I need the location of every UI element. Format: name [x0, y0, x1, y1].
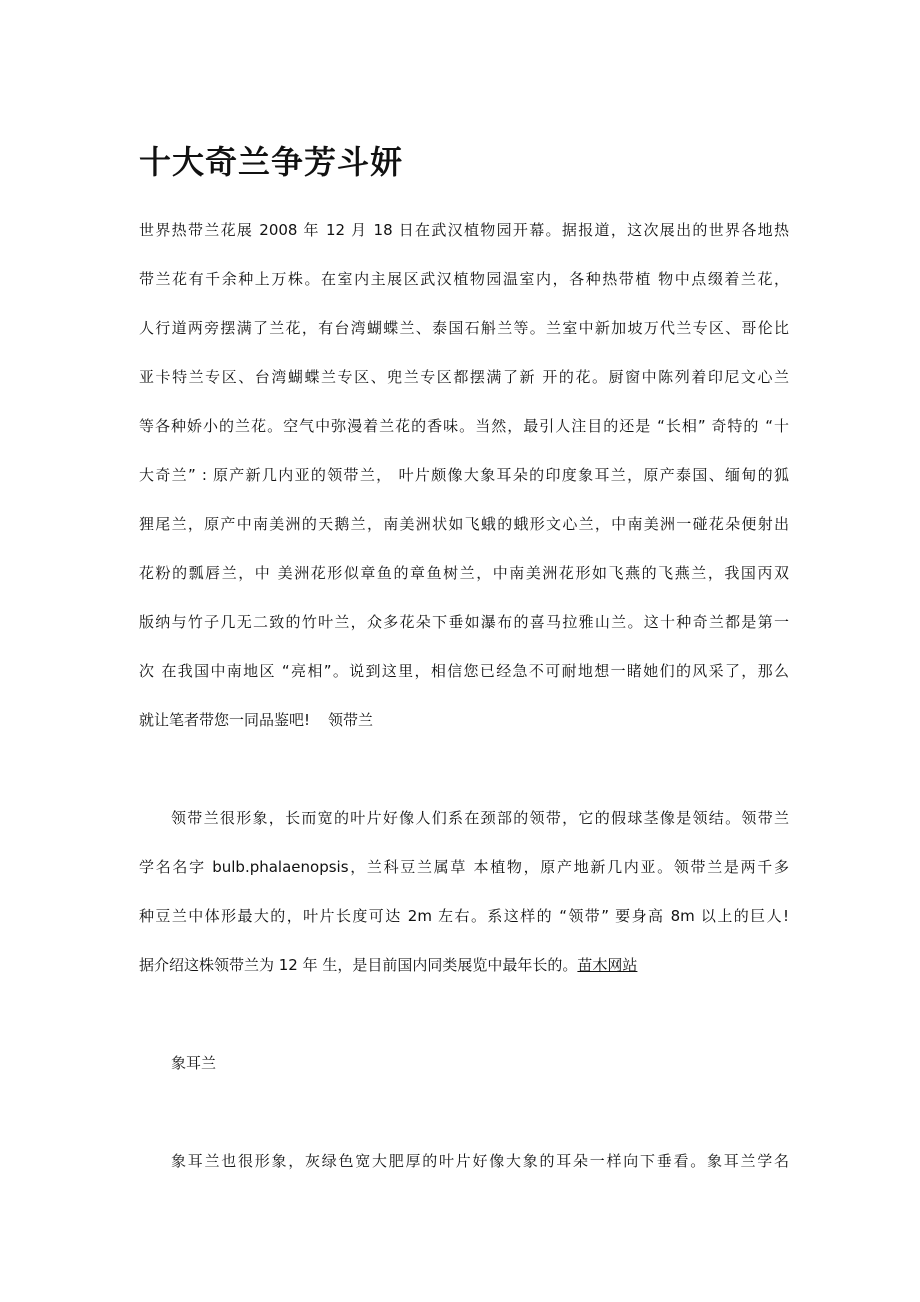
page-title: 十大奇兰争芳斗妍	[139, 143, 404, 181]
necktie-line: 种豆兰中体形最大的，叶片长度可达 2m 左右。系这样的 “领带” 要身高 8m 以上的巨人!	[139, 907, 789, 925]
intro-line	[139, 708, 789, 732]
necktie-line: 领带兰很形象，长而宽的叶片好像人们系在颈部的领带，它的假球茎像是领结。领带兰	[171, 809, 789, 827]
section-heading-necktie: 领带兰	[328, 711, 374, 729]
intro-line: 亚卡特兰专区、台湾蝴蝶兰专区、兜兰专区都摆满了新 开的花。厨窗中陈列着印尼文心兰	[139, 368, 789, 386]
necktie-line	[139, 953, 789, 977]
elephant-line: 象耳兰也很形象，灰绿色宽大肥厚的叶片好像大象的耳朵一样向下垂看。象耳兰学名	[171, 1152, 789, 1170]
necktie-last-text: 据介绍这株领带兰为 12 年 生，是目前国内同类展览中最年长的。	[139, 956, 578, 974]
intro-last-text: 就让笔者带您一同品鉴吧!	[139, 711, 311, 729]
intro-line: 次 在我国中南地区 “亮相”。说到这里，相信您已经急不可耐地想一睹她们的风采了，那么	[139, 662, 789, 680]
nursery-site-link[interactable]: 苗木网站	[577, 956, 638, 974]
intro-line: 狸尾兰，原产中南美洲的天鹅兰，南美洲状如飞蛾的蛾形文心兰，中南美洲一碰花朵便射出	[139, 515, 789, 533]
intro-line: 花粉的瓢唇兰，中 美洲花形似章鱼的章鱼树兰，中南美洲花形如飞燕的飞燕兰，我国丙双	[139, 564, 789, 582]
section-heading-elephant: 象耳兰	[171, 1054, 217, 1072]
intro-line: 版纳与竹子几无二致的竹叶兰，众多花朵下垂如瀑布的喜马拉雅山兰。这十种奇兰都是第一	[139, 613, 789, 631]
intro-line: 带兰花有千余种上万株。在室内主展区武汉植物园温室内，各种热带植 物中点缀着兰花，	[139, 270, 789, 288]
necktie-line: 学名名字 bulb.phalaenopsis，兰科豆兰属草 本植物，原产地新几内亚。领带兰是两千多	[139, 858, 789, 876]
intro-line: 大奇兰” : 原产新几内亚的领带兰， 叶片颇像大象耳朵的印度象耳兰，原产泰国、缅甸的狐	[139, 466, 789, 484]
intro-line: 人行道两旁摆满了兰花，有台湾蝴蝶兰、泰国石斛兰等。兰室中新加坡万代兰专区、哥伦比	[139, 319, 789, 337]
intro-line: 等各种娇小的兰花。空气中弥漫着兰花的香味。当然，最引人注目的还是 “长相” 奇特的 “十	[139, 417, 789, 435]
intro-line: 世界热带兰花展 2008 年 12 月 18 日在武汉植物园开幕。据报道，这次展出的世界各地热	[139, 221, 789, 239]
